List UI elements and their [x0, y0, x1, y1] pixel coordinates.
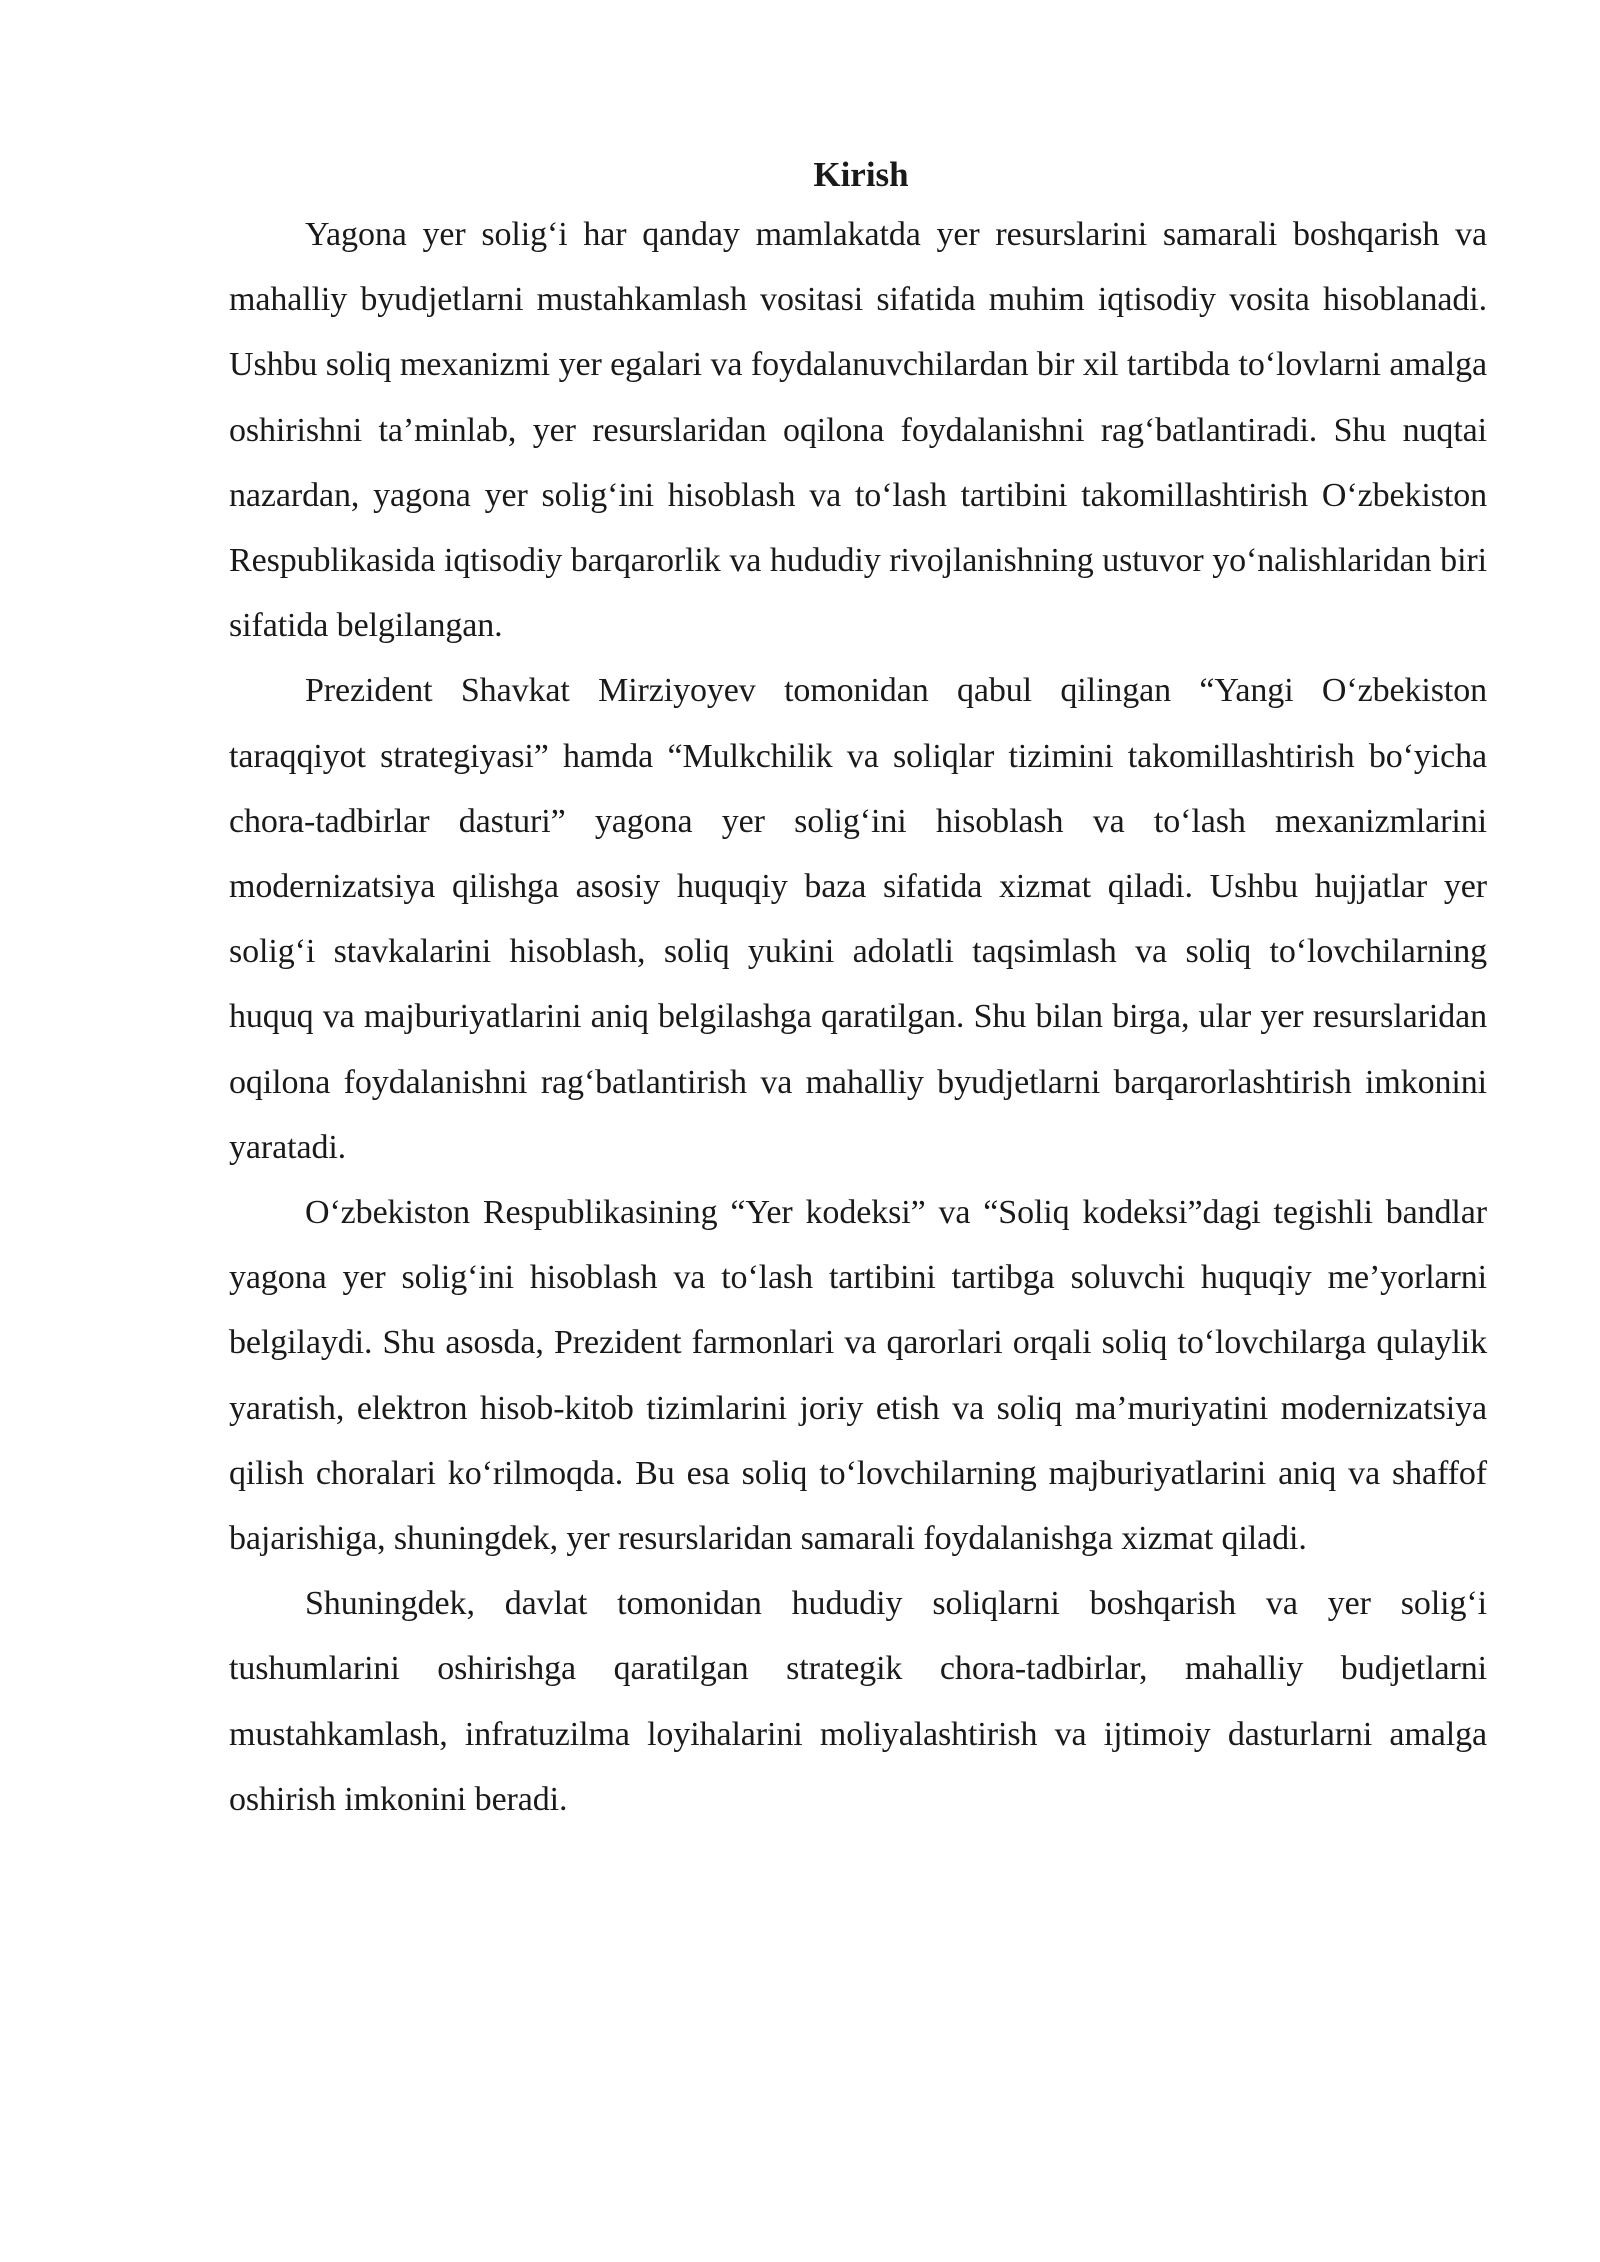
- paragraph-intro: Yagona yer solig‘i har qanday mamlakatda yer resurslarini samarali boshqarish va mahalliy byudjetlarni mustahkamlash vositasi sifatida muhim iqtisodiy vosita hisoblanadi. Ushbu soliq mexanizmi yer egalari va foydalanuvchilardan bir xil tartibda to‘lovlarni amalga oshirishni ta’minlab, yer resurslaridan oqilona foydalanishni rag‘batlantiradi. Shu nuqtai nazardan, yagona yer solig‘ini hisoblash va to‘lash tartibini takomillashtirish O‘zbekiston Respublikasida iqtisodiy barqarorlik va hududiy rivojlanishning ustuvor yo‘nalishlaridan biri sifatida belgilangan.: [229, 216, 1487, 645]
- document-body: [229, 148, 1487, 1832]
- paragraph-legal-codes: O‘zbekiston Respublikasining “Yer kodeksi” va “Soliq kodeksi”dagi tegishli bandlar yagona yer solig‘ini hisoblash va to‘lash tartibini tartibga soluvchi huquqiy me’yorlarni belgilaydi. Shu asosda, Prezident farmonlari va qarorlari orqali soliq to‘lovchilarga qulaylik yaratish, elektron hisob-kitob tizimlarini joriy etish va soliq ma’muriyatini modernizatsiya qilish choralari ko‘rilmoqda. Bu esa soliq to‘lovchilarning majburiyatlarini aniq va shaffof bajarishiga, shuningdek, yer resurslaridan samarali foydalanishga xizmat qiladi.: [229, 1194, 1487, 1558]
- page-title: Kirish: [813, 155, 909, 194]
- paragraph-conclusion: Shuningdek, davlat tomonidan hududiy soliqlarni boshqarish va yer solig‘i tushumlarini oshirishga qaratilgan strategik chora-tadbirlar, mahalliy budjetlarni mustahkamlash, infratuzilma loyihalarini moliyalashtirish va ijtimoiy dasturlarni amalga oshirish imkonini beradi.: [229, 1585, 1487, 1818]
- paragraph-strategy: Prezident Shavkat Mirziyoyev tomonidan qabul qilingan “Yangi O‘zbekiston taraqqiyot strategiyasi” hamda “Mulkchilik va soliqlar tizimini takomillashtirish bo‘yicha chora-tadbirlar dasturi” yagona yer solig‘ini hisoblash va to‘lash mexanizmlarini modernizatsiya qilishga asosiy huquqiy baza sifatida xizmat qiladi. Ushbu hujjatlar yer solig‘i stavkalarini hisoblash, soliq yukini adolatli taqsimlash va soliq to‘lovchilarning huquq va majburiyatlarini aniq belgilashga qaratilgan. Shu bilan birga, ular yer resurslaridan oqilona foydalanishni rag‘batlantirish va mahalliy byudjetlarni barqarorlashtirish imkonini yaratadi.: [229, 672, 1487, 1166]
